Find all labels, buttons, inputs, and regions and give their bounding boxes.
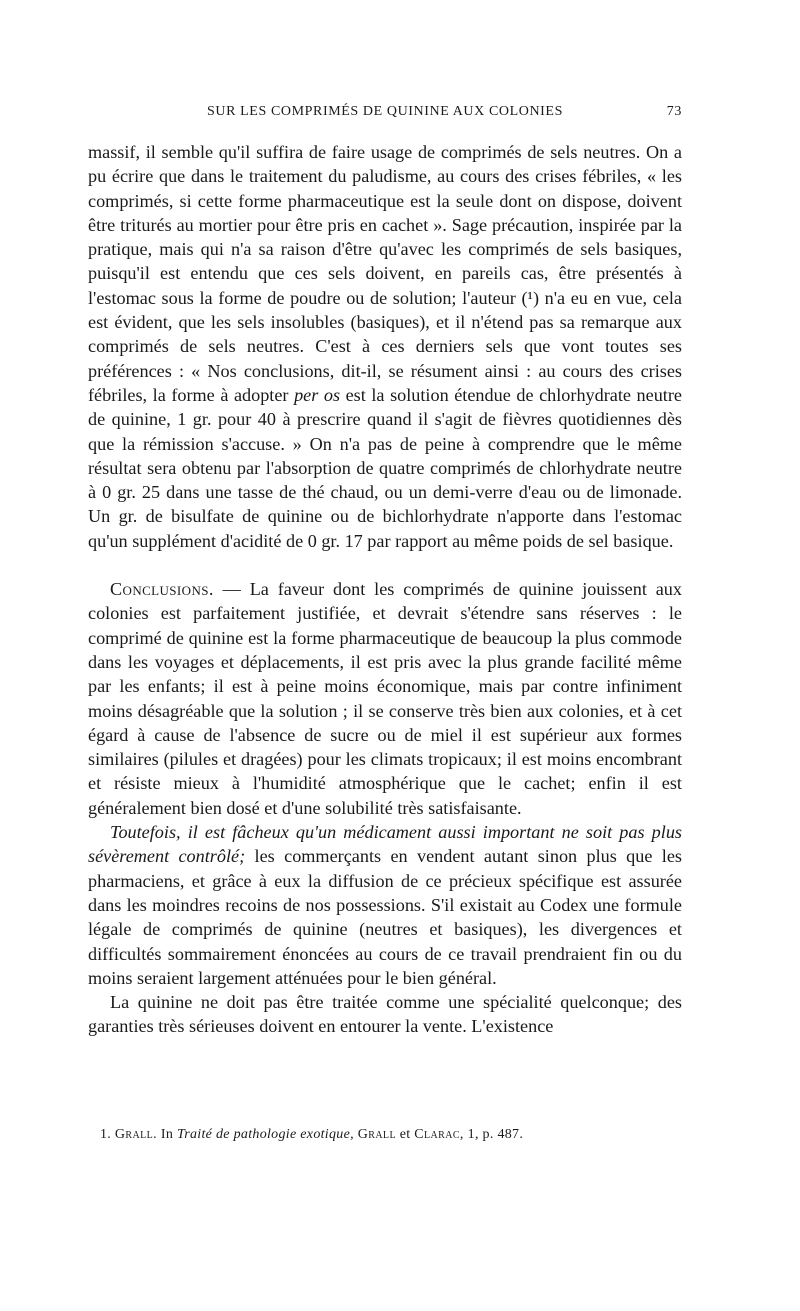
conclusions-label: Conclusions. bbox=[110, 579, 214, 600]
footnote-work: Traité de pathologie exotique, bbox=[176, 1127, 354, 1142]
running-head bbox=[88, 104, 682, 128]
conclusions-text: — La faveur dont les comprimés de quinine jouissent aux colonies est parfaitement justifiée, et devrait s'étendre sans réserves : le comprimé de quinine est la forme pharmaceutique de beaucoup la plus commode dans les voyages et déplacements, il est pris avec la plus grande facilité même par les enfants; il est à peine moins économique, mais par contre infiniment moins désagréable que la solution ; il se conserve très bien aux colonies, et à cet égard à cause de l'absence de sucre ou de miel il est supérieur aux formes similaires (pilules et dragées) pour les climats tropicaux; il est moins encombrant et résiste mieux à l'humidité atmosphérique que le cachet; enfin il est généralement bien dosé et d'une solubilité très satisfaisante. bbox=[88, 579, 682, 818]
paragraph-1-text: massif, il semble qu'il suffira de faire usage de comprimés de sels neutres. On a pu écrire que dans le traitement du paludisme, au cours des crises fébriles, « les comprimés, si cette forme pharmaceutique est la seule dont on dispose, doivent être triturés au mortier pour être pris en cachet ». Sage précaution, inspirée par la pratique, mais qui n'a sa raison d'être qu'avec les comprimés de sels basiques, puisqu'il est entendu que ces sels doivent, en pareils cas, être présentés à l'estomac sous la forme de poudre ou de solution; l'auteur (¹) n'a eu en vue, cela est évident, que les sels insolubles (basiques), et il n'étend pas sa remarque aux comprimés de sels neutres. C'est à ces derniers sels que vont toutes ses préférences : « Nos conclusions, dit-il, se résument ainsi : au cours des crises fébriles, la forme à adopter bbox=[88, 142, 682, 405]
footnote-ref: 1, p. 487. bbox=[467, 1127, 524, 1142]
page-number: 73 bbox=[666, 104, 682, 119]
paragraph-3 bbox=[88, 820, 682, 990]
body-text bbox=[88, 140, 682, 1039]
paragraph-1 bbox=[88, 140, 682, 553]
footnote-author-3: Clarac, bbox=[414, 1127, 464, 1142]
footnote-author: Grall. bbox=[114, 1127, 158, 1142]
paragraph-4-text: La quinine ne doit pas être traitée comme une spécialité quelconque; des garanties très sérieuses doivent en entourer la vente. L'existence bbox=[88, 992, 682, 1037]
paragraph-conclusions bbox=[88, 577, 682, 820]
footnote bbox=[100, 1126, 682, 1144]
footnote-number: 1. bbox=[100, 1127, 112, 1142]
footnote-author-2: Grall bbox=[357, 1127, 396, 1142]
footnote-conj: et bbox=[399, 1127, 411, 1142]
running-title: SUR LES COMPRIMÉS DE QUININE AUX COLONIES bbox=[207, 104, 563, 119]
paragraph-1-text-end: est la solution étendue de chlorhydrate neutre de quinine, 1 gr. pour 40 à prescrire quand il s'agit de fièvres quotidiennes dès que la rémission s'accuse. » On n'a pas de peine à comprendre que le même résultat sera obtenu par l'absorption de quatre comprimés de chlorhydrate neutre à 0 gr. 25 dans une tasse de thé chaud, ou un demi-verre d'eau ou de limonade. Un gr. de bisulfate de quinine ou de bichlorhydrate n'apporte dans l'estomac qu'un supplément d'acidité de 0 gr. 17 par rapport au même poids de sel basique. bbox=[88, 384, 682, 551]
paragraph-3-italic: Toutefois, il est fâcheux qu'un médicament aussi important ne soit pas plus sévèrement contrôlé; bbox=[88, 822, 682, 867]
paragraph-3-text: les commerçants en vendent autant sinon plus que les pharmaciens, et grâce à eux la diffusion de ce précieux spécifique est assurée dans les moindres recoins de nos possessions. S'il existait au Codex une formule légale de comprimés de quinine (neutres et basiques), les divergences et difficultés sommairement énoncées au cours de ce travail prendraient fin ou du moins seraient largement atténuées pour le bien général. bbox=[88, 846, 683, 988]
paragraph-4 bbox=[88, 990, 682, 1039]
latin-per-os: per os bbox=[294, 384, 341, 405]
footnote-prefix: In bbox=[160, 1127, 174, 1142]
